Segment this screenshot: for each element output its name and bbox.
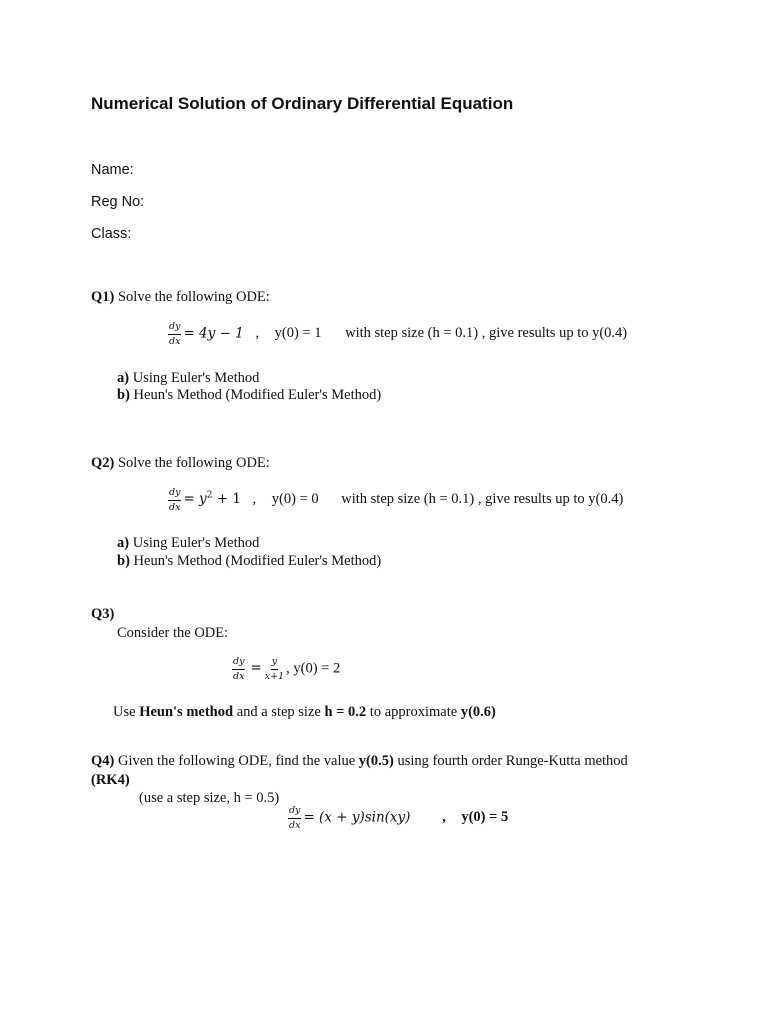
q4-initial-condition: y(0) = 5 [461,809,509,826]
q3-equation: $\frac{dy}{dx}$ = $\frac{y}{x+1}$ , y(0) = 2 [233,656,341,682]
q4-dydx-fraction: $\frac{dy}{dx}$ [289,805,301,831]
q2-part-b: b) Heun's Method (Modified Euler's Method) [117,553,382,569]
q2-dydx-fraction: $\frac{dy}{dx}$ [169,487,181,513]
q1-comma: , [255,325,260,342]
q3-consider-text: Consider the ODE: [117,625,229,641]
q1-dydx-fraction: $\frac{dy}{dx}$ [169,321,181,347]
q1-label: Q1) [91,289,115,305]
reg-no-field-label: Reg No: [91,194,145,210]
q2-equation-rhs: = $y^2 + 1$ [183,490,241,508]
q2-label: Q2) [91,455,115,471]
q3-instruction: Use Heun's method and a step size h = 0.2 to approximate y(0.6) [113,704,496,720]
q3-dydx-fraction: $\frac{dy}{dx}$ [233,656,245,682]
q4-comma: , [442,809,446,826]
q4-equation [288,806,508,830]
q2-prompt [91,455,270,472]
q2-initial-condition: y(0) = 0 [271,491,319,508]
q3-rhs-fraction: $\frac{y}{x+1}$ [264,656,285,682]
q2-text: Solve the following ODE: [114,455,270,471]
q2-equation [168,488,623,512]
q1-part-b: b) Heun's Method (Modified Euler's Method) [117,387,382,403]
q1-equation [168,322,627,346]
q1-step-text: with step size (h = 0.1) , give results up to y(0.4) [345,325,628,342]
q1-prompt [91,289,270,306]
q4-step-note: (use a step size, h = 0.5) [139,790,280,806]
q4-rk4-label: (RK4) [91,772,130,788]
q2-step-text: with step size (h = 0.1) , give results up to y(0.4) [341,491,624,508]
q1-equation-rhs: = 4y − 1 [183,325,244,342]
q2-part-a: a) Using Euler's Method [117,535,260,551]
class-field-label: Class: [91,226,132,242]
q3-initial-condition: , y(0) = 2 [286,660,341,677]
q4-prompt: Q4) Given the following ODE, find the value y(0.5) using fourth order Runge-Kutta method [91,753,628,769]
q3-label: Q3) [91,606,115,622]
page-title: Numerical Solution of Ordinary Differential Equation [91,94,514,113]
name-field-label: Name: [91,162,134,178]
q1-initial-condition: y(0) = 1 [274,325,322,342]
q1-text: Solve the following ODE: [114,289,270,305]
q1-part-a: a) Using Euler's Method [117,370,260,386]
q4-equation-rhs: = (x + y)sin(xy) [303,809,411,826]
q2-comma: , [252,491,257,508]
